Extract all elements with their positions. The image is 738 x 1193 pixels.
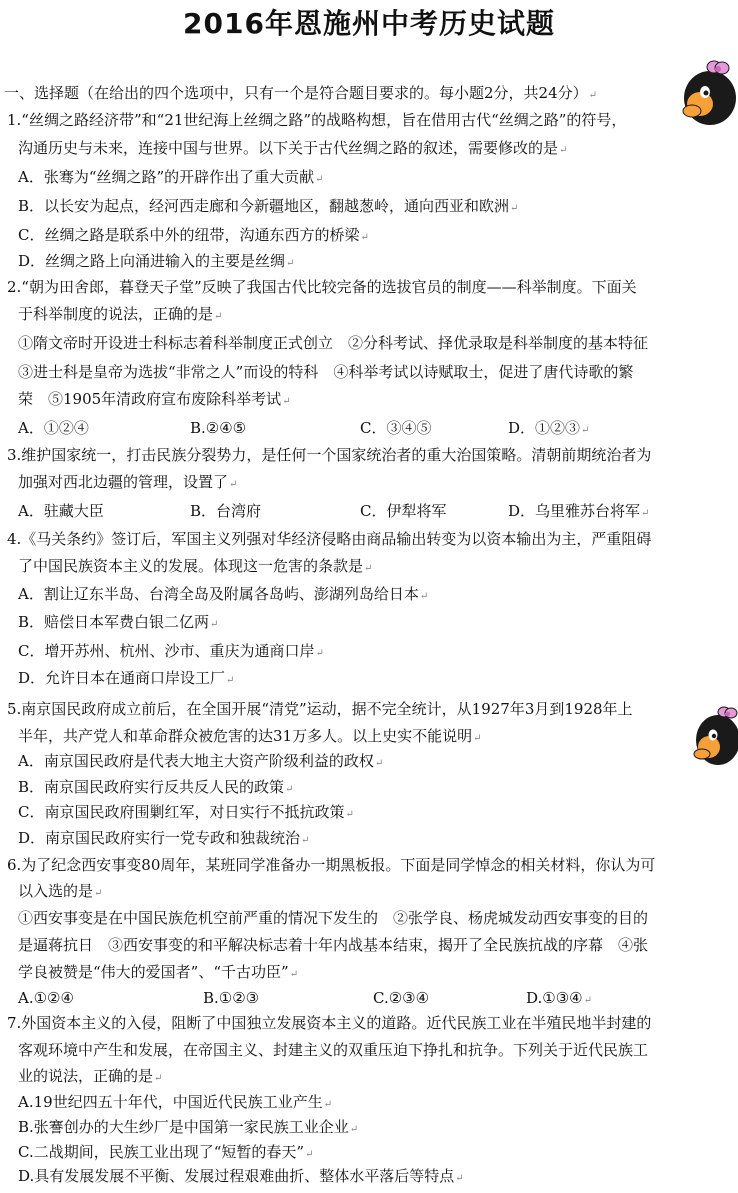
q2-item-line: 荣 ⑤1905年清政府宣布废除科举考试↵ xyxy=(18,390,291,408)
q2-item-line: ③进士科是皇帝为选拔“非常之人”而设的特科 ④科举考试以诗赋取士，促进了唐代诗歌的繁 xyxy=(18,363,634,381)
q5-stem-line: 5.南京国民政府成立前后，在全国开展“清党”运动，据不完全统计，从1927年3月到1928年上 xyxy=(7,700,633,718)
q2-option-b: B.②④⑤ xyxy=(190,419,247,437)
q4-stem-line: 了中国民族资本主义的发展。体现这一危害的条款是↵ xyxy=(18,557,373,575)
q1-stem-line: 沟通历史与未来，连接中国与世界。以下关于古代丝绸之路的叙述，需要修改的是↵ xyxy=(18,139,568,157)
q3-option-c: C．伊犁将军 xyxy=(360,502,447,520)
q3-stem-line: 3.维护国家统一，打击民族分裂势力，是任何一个国家统治者的重大治国策略。清朝前期统治者为 xyxy=(7,446,652,464)
q7-option-c: C.二战期间，民族工业出现了“短暂的春天”↵ xyxy=(18,1143,314,1161)
q7-option-b: B.张謇创办的大生纱厂是中国第一家民族工业企业↵ xyxy=(18,1118,359,1136)
q3-stem-line: 加强对西北边疆的管理，设置了↵ xyxy=(18,473,238,491)
q6-stem-line: 6.为了纪念西安事变80周年，某班同学准备办一期黑板报。下面是同学悼念的相关材料，你认为可 xyxy=(7,856,656,874)
q7-stem-line: 7.外国资本主义的入侵，阻断了中国独立发展资本主义的道路。近代民族工业在半殖民地半封建的 xyxy=(7,1014,652,1032)
q4-stem-line: 4.《马关条约》签订后，军国主义列强对华经济侵略由商品输出转变为以资本输出为主，严重阻碍 xyxy=(7,530,652,548)
penguin-mascot-icon xyxy=(690,704,738,770)
q1-option-a: A．张骞为“丝绸之路”的开辟作出了重大贡献↵ xyxy=(18,168,324,186)
page-title: 2016年恩施州中考历史试题 xyxy=(183,7,555,40)
q2-option-a: A．①②④ xyxy=(18,419,89,437)
q6-option-b: B.①②③ xyxy=(203,989,260,1007)
q5-option-c: C．南京国民政府围剿红军，对日实行不抵抗政策↵ xyxy=(18,803,354,821)
q5-option-b: B．南京国民政府实行反共反人民的政策↵ xyxy=(18,778,294,796)
q2-item-line: ①隋文帝时开设进士科标志着科举制度正式创立 ②分科考试、择优录取是科举制度的基本特征 xyxy=(18,334,649,352)
q5-stem-line: 半年，共产党人和革命群众被危害的达31万多人。以上史实不能说明↵ xyxy=(18,727,482,745)
q1-option-d: D．丝绸之路上向涌进输入的主要是丝绸↵ xyxy=(18,252,295,270)
q5-option-d: D．南京国民政府实行一党专政和独裁统治↵ xyxy=(18,829,310,847)
q6-item-line: ①西安事变是在中国民族危机空前严重的情况下发生的 ②张学良、杨虎城发动西安事变的目的 xyxy=(18,909,649,927)
q4-option-d: D．允许日本在通商口岸设工厂↵ xyxy=(18,669,235,687)
q6-item-line: 学良被赞是“伟大的爱国者”、“千古功臣”↵ xyxy=(18,963,299,981)
q1-stem-line: 1.“丝绸之路经济带”和“21世纪海上丝绸之路”的战略构想，旨在借用古代“丝绸之路”的符号， xyxy=(7,111,627,129)
q6-option-d: D.①③④↵ xyxy=(526,989,592,1007)
q3-option-a: A．驻藏大臣 xyxy=(18,502,104,520)
q7-stem-line: 业的说法，正确的是↵ xyxy=(18,1067,163,1085)
q2-option-d: D．①②③↵ xyxy=(508,419,590,437)
q4-option-b: B．赔偿日本军费白银二亿两↵ xyxy=(18,613,219,631)
section-header: 一、选择题（在给出的四个选项中，只有一个是符合题目要求的。每小题2分，共24分）↵ xyxy=(4,84,598,102)
q1-option-c: C．丝绸之路是联系中外的纽带，沟通东西方的桥梁↵ xyxy=(18,226,369,244)
q5-option-a: A．南京国民政府是代表大地主大资产阶级利益的政权↵ xyxy=(18,752,384,770)
q3-option-b: B．台湾府 xyxy=(190,502,262,520)
q7-option-a: A.19世纪四五十年代，中国近代民族工业产生↵ xyxy=(18,1093,333,1111)
q2-stem-line: 于科举制度的说法，正确的是↵ xyxy=(18,305,223,323)
q2-stem-line: 2.“朝为田舍郎，暮登天子堂”反映了我国古代比较完备的选拔官员的制度——科举制度。下面关 xyxy=(7,278,637,296)
q6-item-line: 是逼蒋抗日 ③西安事变的和平解决标志着十年内战基本结束，揭开了全民族抗战的序幕 ④张 xyxy=(18,936,649,954)
q7-option-d: D.具有发展发展不平衡、发展过程艰难曲折、整体水平落后等特点↵ xyxy=(18,1167,464,1185)
penguin-mascot-icon xyxy=(678,58,738,130)
q6-option-c: C.②③④ xyxy=(373,989,430,1007)
q4-option-c: C．增开苏州、杭州、沙市、重庆为通商口岸↵ xyxy=(18,642,324,660)
q6-option-a: A.①②④ xyxy=(18,989,74,1007)
q6-stem-line: 以入选的是↵ xyxy=(18,882,103,900)
q2-option-c: C．③④⑤ xyxy=(360,419,432,437)
q3-option-d: D．乌里雅苏台将军↵ xyxy=(508,502,650,520)
q4-option-a: A．割让辽东半岛、台湾全岛及附属各岛屿、澎湖列岛给日本↵ xyxy=(18,585,429,603)
q1-option-b: B．以长安为起点，经河西走廊和今新疆地区，翻越葱岭，通向西亚和欧洲↵ xyxy=(18,197,519,215)
q7-stem-line: 客观环境中产生和发展，在帝国主义、封建主义的双重压迫下挣扎和抗争。下列关于近代民族工 xyxy=(18,1041,649,1059)
